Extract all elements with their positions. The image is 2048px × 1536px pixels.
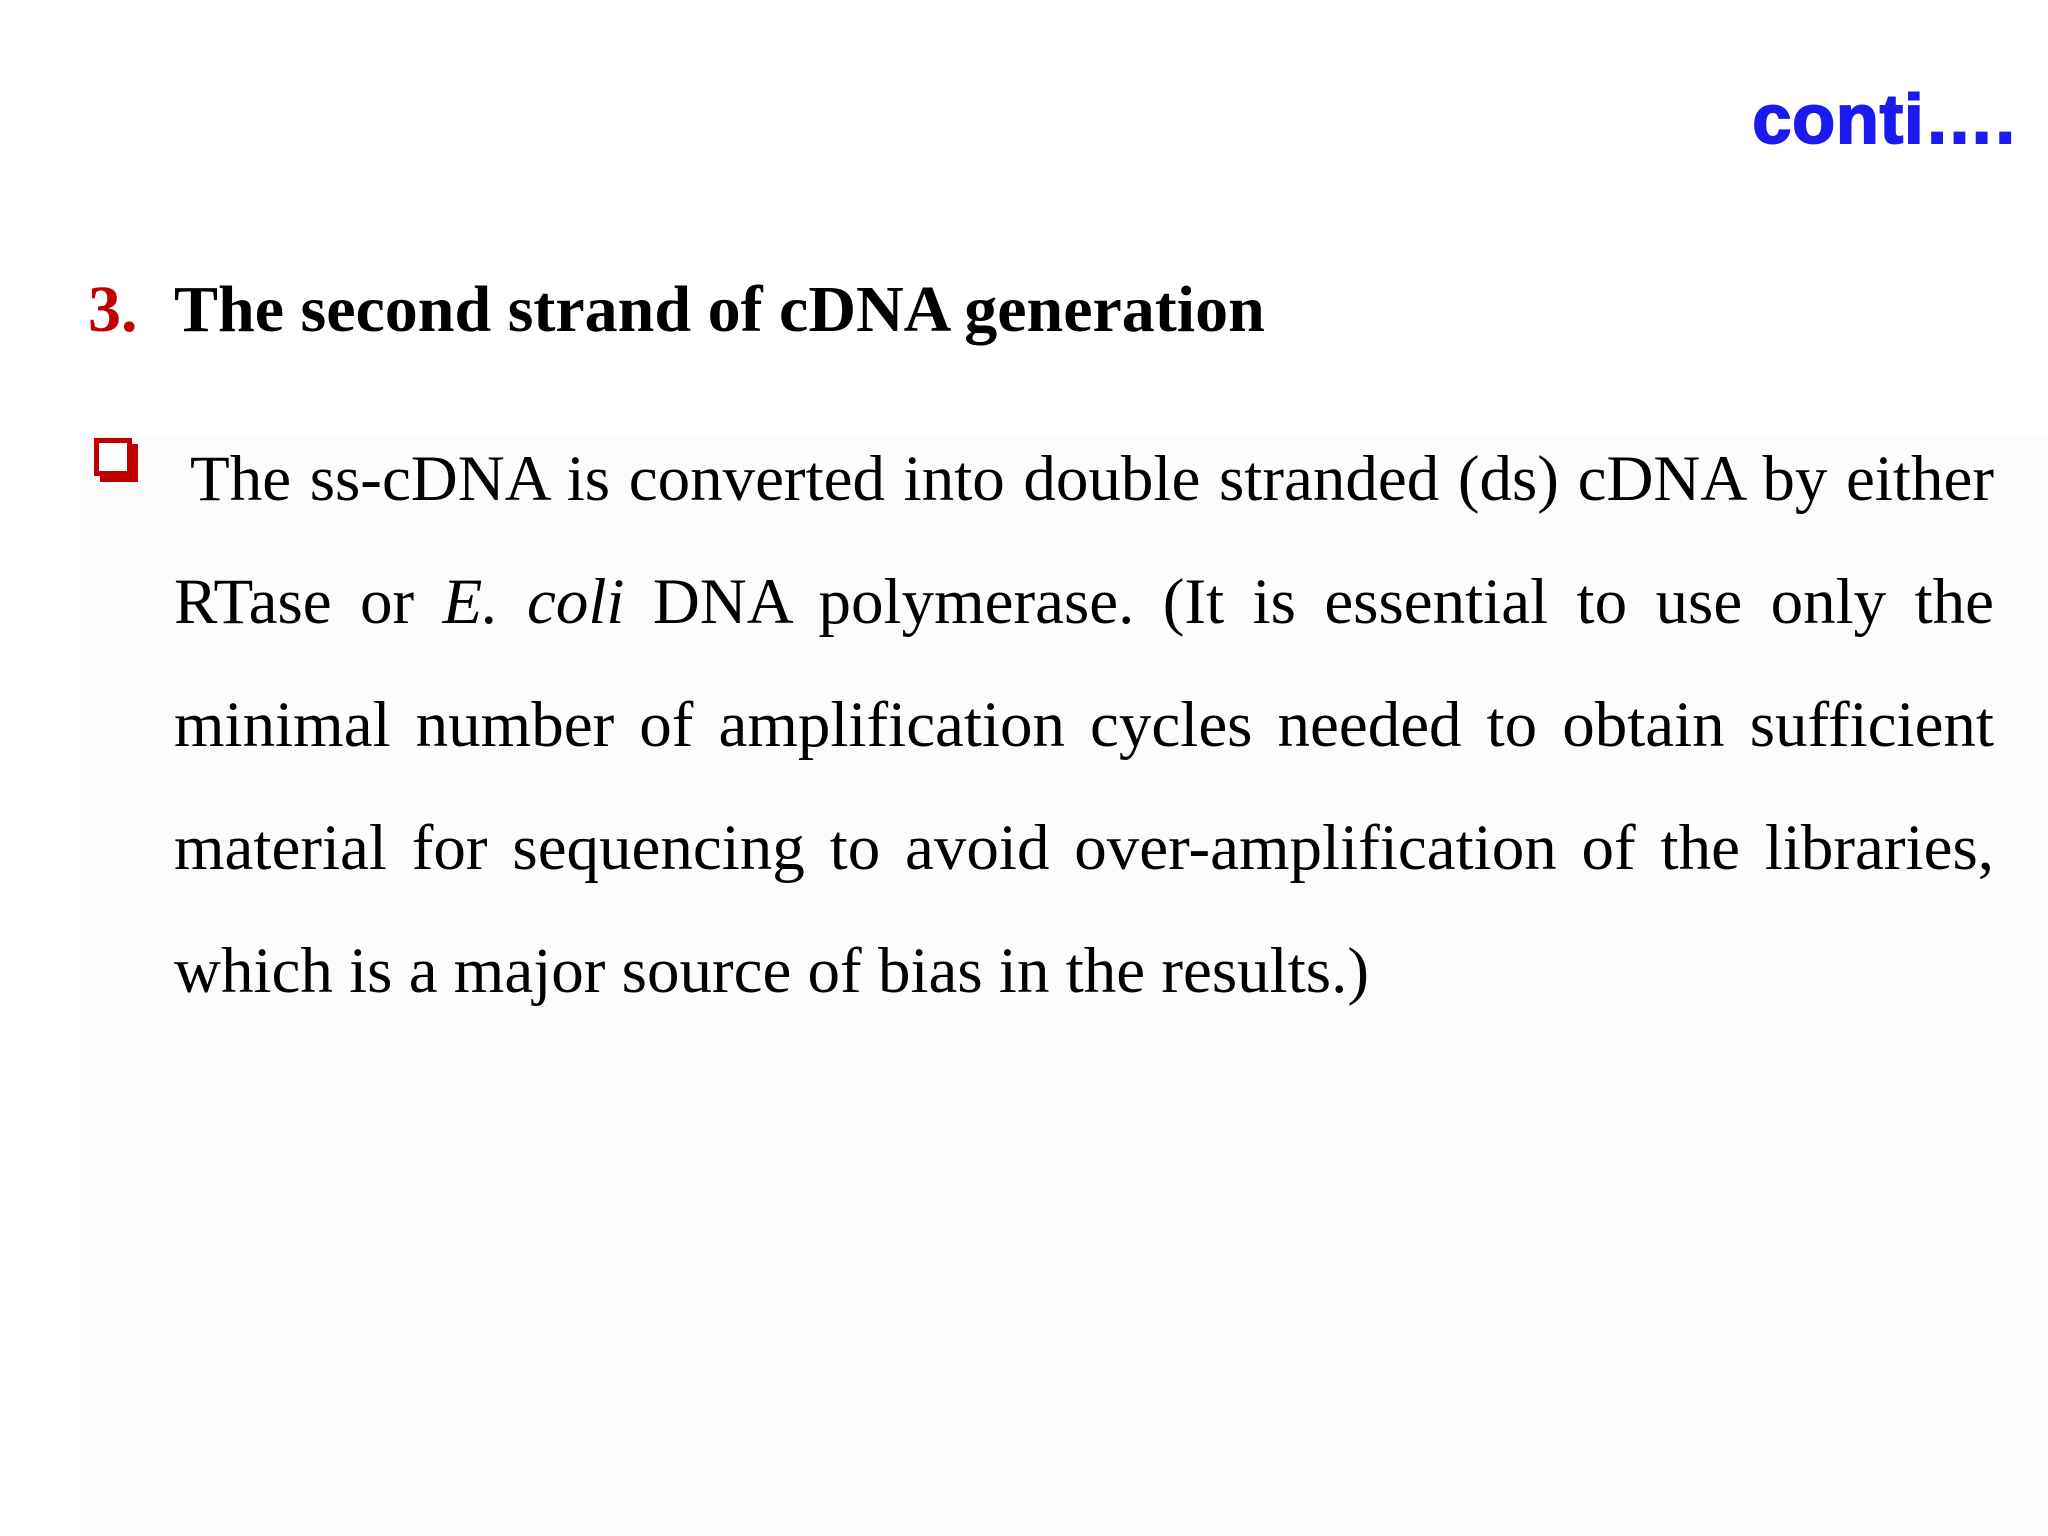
- section-number: 3.: [88, 273, 138, 346]
- hollow-square-bullet-icon: [94, 438, 132, 476]
- section-heading: [88, 272, 1265, 348]
- species-name: E. coli: [442, 566, 625, 638]
- continued-label: conti….: [1752, 80, 2016, 158]
- paragraph-text-end: DNA polymerase. (It is essential to use only the minimal number of amplification cycles needed to obtain sufficient material for sequencing to avoid over-amplification of the libraries, which is a major source of bias in the results.): [174, 566, 1994, 1007]
- section-title: The second strand of cDNA generation: [174, 273, 1265, 346]
- bullet-paragraph: [174, 418, 1994, 1033]
- paragraph-text-start: The ss-cDNA is converted into double stranded (ds) cDNA by either RTase or: [174, 443, 1994, 638]
